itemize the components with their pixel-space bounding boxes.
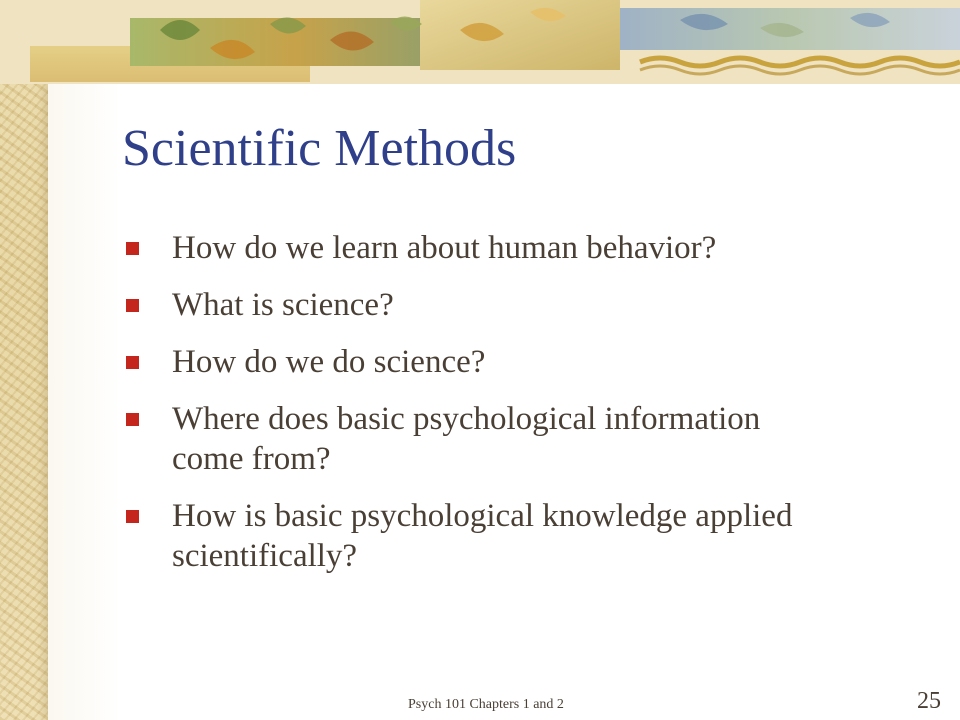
- bullet-text: How do we do science?: [172, 344, 486, 380]
- bullet-text: How is basic psychological knowledge applied scientifically?: [172, 498, 793, 574]
- slide-footer: Psych 101 Chapters 1 and 2: [408, 697, 564, 712]
- bullet-item: [122, 496, 872, 576]
- bullet-item: [122, 285, 902, 325]
- square-bullet-icon: [126, 413, 139, 426]
- square-bullet-icon: [126, 510, 139, 523]
- slide-number: 25: [917, 688, 941, 714]
- bullet-item: [122, 228, 902, 268]
- slide-title: Scientific Methods: [122, 120, 517, 177]
- bullet-list: [122, 228, 902, 593]
- square-bullet-icon: [126, 242, 139, 255]
- square-bullet-icon: [126, 356, 139, 369]
- parchment-texture-strip: [0, 0, 52, 720]
- bullet-item: [122, 342, 902, 382]
- autumn-leaves-banner: [0, 0, 960, 84]
- bullet-text: Where does basic psychological information come from?: [172, 401, 761, 477]
- square-bullet-icon: [126, 299, 139, 312]
- bullet-text: What is science?: [172, 287, 394, 323]
- bullet-text: How do we learn about human behavior?: [172, 230, 717, 266]
- bullet-item: [122, 399, 772, 479]
